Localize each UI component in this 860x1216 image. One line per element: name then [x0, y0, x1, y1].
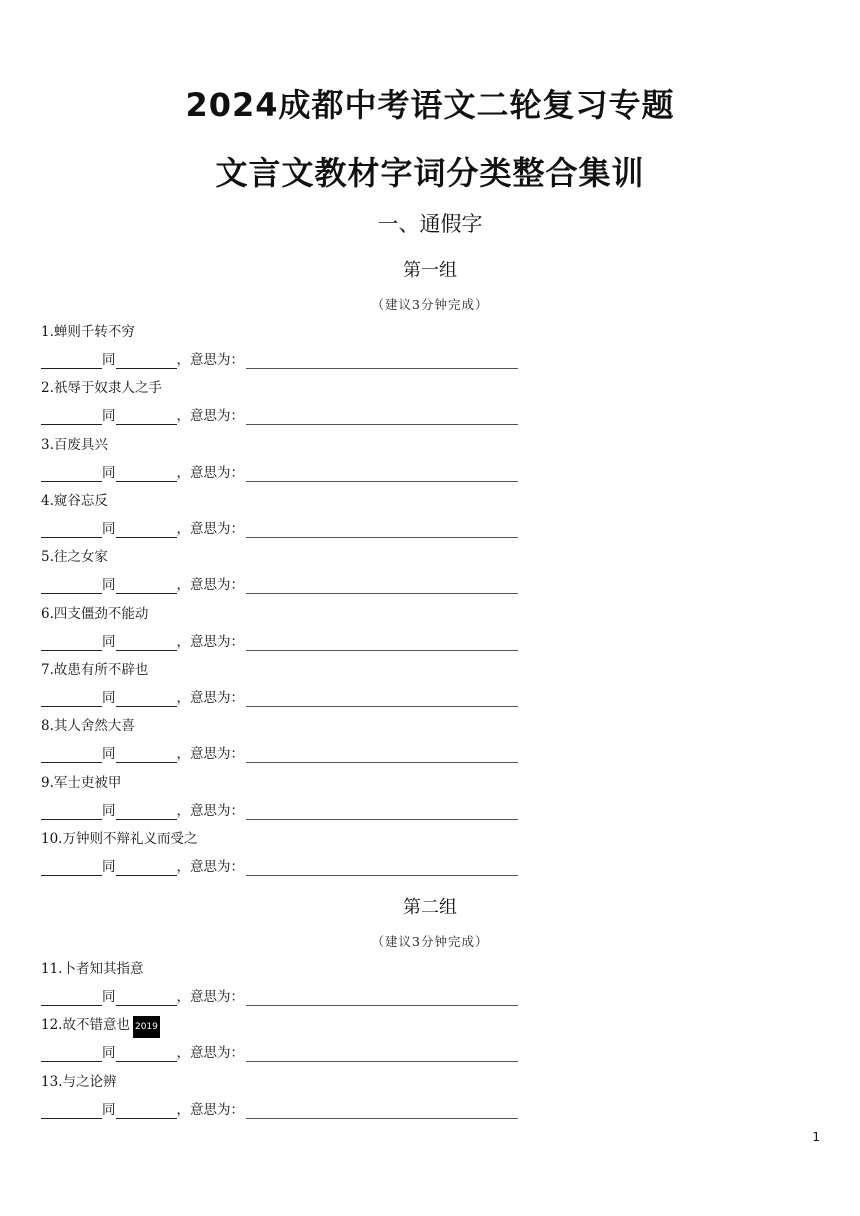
meaning-label: ，意思为： — [176, 1045, 244, 1061]
document-title-line-2: 文言文教材字词分类整合集训 — [215, 154, 645, 192]
answer-line — [41, 351, 518, 369]
blank-field[interactable] — [41, 523, 102, 538]
blank-field[interactable] — [116, 636, 177, 651]
answer-line — [41, 633, 518, 651]
same-as-label: 同 — [102, 690, 116, 706]
blank-field[interactable] — [116, 991, 177, 1006]
answer-line — [41, 407, 518, 425]
meaning-label: ，意思为： — [176, 989, 244, 1005]
answer-line — [41, 1101, 518, 1119]
same-as-label: 同 — [102, 577, 116, 593]
meaning-blank[interactable] — [246, 805, 518, 820]
blank-field[interactable] — [116, 354, 177, 369]
same-as-label: 同 — [102, 465, 116, 481]
meaning-blank[interactable] — [246, 991, 518, 1006]
blank-field[interactable] — [41, 636, 102, 651]
same-as-label: 同 — [102, 521, 116, 537]
blank-field[interactable] — [41, 991, 102, 1006]
group-heading-2: 第二组 — [403, 897, 457, 918]
question-item: 4.窥谷忘反 — [41, 493, 108, 509]
meaning-label: ，意思为： — [176, 690, 244, 706]
answer-line — [41, 858, 518, 876]
document-title-line-1: 2024成都中考语文二轮复习专题 — [185, 86, 675, 124]
blank-field[interactable] — [116, 467, 177, 482]
time-hint-2: （建议3分钟完成） — [371, 934, 489, 949]
blank-field[interactable] — [41, 1104, 102, 1119]
blank-field[interactable] — [116, 692, 177, 707]
meaning-blank[interactable] — [246, 410, 518, 425]
question-item — [41, 1016, 160, 1038]
same-as-label: 同 — [102, 989, 116, 1005]
same-as-label: 同 — [102, 1102, 116, 1118]
group-heading-1: 第一组 — [403, 260, 457, 281]
answer-line — [41, 988, 518, 1006]
blank-field[interactable] — [41, 692, 102, 707]
same-as-label: 同 — [102, 352, 116, 368]
blank-field[interactable] — [41, 748, 102, 763]
blank-field[interactable] — [41, 805, 102, 820]
time-hint-1: （建议3分钟完成） — [371, 297, 489, 312]
blank-field[interactable] — [41, 1047, 102, 1062]
question-item: 9.军士吏被甲 — [41, 775, 122, 791]
same-as-label: 同 — [102, 634, 116, 650]
year-tag: 2019 — [133, 1016, 160, 1038]
question-text: 12.故不错意也 — [41, 1017, 130, 1033]
answer-line — [41, 576, 518, 594]
meaning-blank[interactable] — [246, 692, 518, 707]
meaning-label: ，意思为： — [176, 577, 244, 593]
meaning-label: ，意思为： — [176, 521, 244, 537]
answer-line — [41, 802, 518, 820]
blank-field[interactable] — [116, 748, 177, 763]
same-as-label: 同 — [102, 803, 116, 819]
blank-field[interactable] — [116, 579, 177, 594]
blank-field[interactable] — [116, 410, 177, 425]
question-item: 3.百废具兴 — [41, 437, 108, 453]
blank-field[interactable] — [41, 467, 102, 482]
meaning-blank[interactable] — [246, 467, 518, 482]
blank-field[interactable] — [116, 1047, 177, 1062]
meaning-label: ，意思为： — [176, 634, 244, 650]
blank-field[interactable] — [41, 579, 102, 594]
blank-field[interactable] — [116, 1104, 177, 1119]
meaning-label: ，意思为： — [176, 746, 244, 762]
blank-field[interactable] — [41, 354, 102, 369]
answer-line — [41, 689, 518, 707]
meaning-label: ，意思为： — [176, 465, 244, 481]
question-item: 6.四支僵劲不能动 — [41, 606, 149, 622]
meaning-blank[interactable] — [246, 523, 518, 538]
meaning-label: ，意思为： — [176, 352, 244, 368]
page-number: 1 — [812, 1130, 820, 1144]
blank-field[interactable] — [116, 523, 177, 538]
meaning-label: ，意思为： — [176, 803, 244, 819]
blank-field[interactable] — [41, 410, 102, 425]
question-item: 7.故患有所不辟也 — [41, 662, 149, 678]
question-item: 2.祇辱于奴隶人之手 — [41, 380, 162, 396]
answer-line — [41, 464, 518, 482]
same-as-label: 同 — [102, 859, 116, 875]
blank-field[interactable] — [41, 861, 102, 876]
meaning-label: ，意思为： — [176, 859, 244, 875]
blank-field[interactable] — [116, 861, 177, 876]
meaning-blank[interactable] — [246, 354, 518, 369]
meaning-label: ，意思为： — [176, 408, 244, 424]
meaning-blank[interactable] — [246, 1104, 518, 1119]
meaning-blank[interactable] — [246, 579, 518, 594]
question-item: 11.卜者知其指意 — [41, 961, 144, 977]
question-item: 8.其人舍然大喜 — [41, 718, 135, 734]
answer-line — [41, 1044, 518, 1062]
same-as-label: 同 — [102, 408, 116, 424]
question-item: 5.往之女家 — [41, 549, 108, 565]
answer-line — [41, 520, 518, 538]
meaning-blank[interactable] — [246, 861, 518, 876]
question-item: 1.蝉则千转不穷 — [41, 324, 135, 340]
meaning-blank[interactable] — [246, 636, 518, 651]
meaning-blank[interactable] — [246, 748, 518, 763]
answer-line — [41, 745, 518, 763]
question-item: 13.与之论辨 — [41, 1074, 117, 1090]
meaning-label: ，意思为： — [176, 1102, 244, 1118]
same-as-label: 同 — [102, 746, 116, 762]
section-heading: 一、通假字 — [377, 212, 483, 236]
same-as-label: 同 — [102, 1045, 116, 1061]
question-item: 10.万钟则不辩礼义而受之 — [41, 831, 198, 847]
blank-field[interactable] — [116, 805, 177, 820]
meaning-blank[interactable] — [246, 1047, 518, 1062]
